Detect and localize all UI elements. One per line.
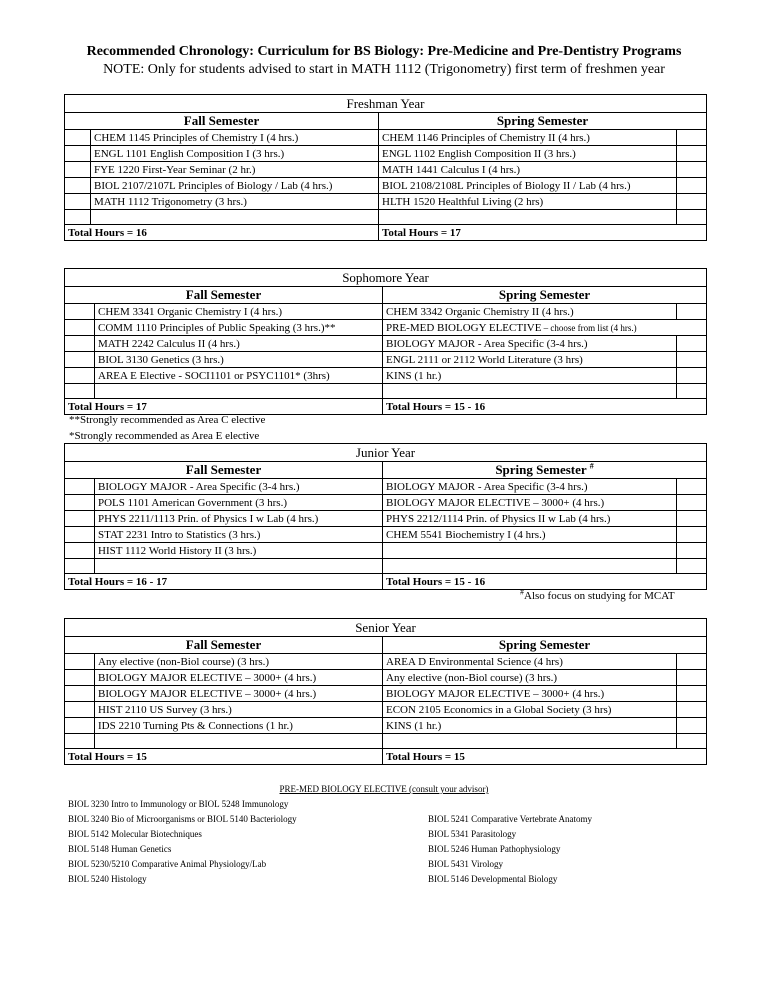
course-row <box>65 146 707 162</box>
elective-list-title: PRE-MED BIOLOGY ELECTIVE (consult your advisor) <box>279 784 489 794</box>
footnote-text: Also focus on studying for MCAT <box>524 590 675 602</box>
junior-table <box>64 443 707 590</box>
fall-course: HIST 1112 World History II (3 hrs.) <box>95 543 383 559</box>
course-row <box>65 368 707 384</box>
elective-item: BIOL 5142 Molecular Biotechniques <box>68 829 202 839</box>
spring-header <box>383 462 707 479</box>
spring-course: AREA D Environmental Science (4 hrs) <box>383 654 677 670</box>
course-row <box>65 654 707 670</box>
year-title: Junior Year <box>65 444 707 462</box>
fall-course: FYE 1220 First-Year Seminar (2 hr.) <box>91 162 379 178</box>
year-title: Senior Year <box>65 619 707 637</box>
freshman-table <box>64 94 707 241</box>
spring-course: KINS (1 hr.) <box>383 368 677 384</box>
elective-item: BIOL 5146 Developmental Biology <box>428 874 558 884</box>
course-row <box>65 479 707 495</box>
spring-total: Total Hours = 15 - 16 <box>383 399 707 415</box>
spring-course: KINS (1 hr.) <box>383 718 677 734</box>
fall-course: BIOLOGY MAJOR - Area Specific (3-4 hrs.) <box>95 479 383 495</box>
elective-item: BIOL 5240 Histology <box>68 874 147 884</box>
footnote-mark: # <box>520 587 524 597</box>
senior-table <box>64 618 707 765</box>
fall-course: IDS 2210 Turning Pts & Connections (1 hr.) <box>95 718 383 734</box>
fall-course: HIST 2110 US Survey (3 hrs.) <box>95 702 383 718</box>
spring-header: Spring Semester <box>383 287 707 304</box>
year-title: Sophomore Year <box>65 269 707 287</box>
elective-item: BIOL 5241 Comparative Vertebrate Anatomy <box>428 814 592 824</box>
spring-footnote-mark: # <box>589 461 594 471</box>
course-row <box>65 543 707 559</box>
fall-course: MATH 1112 Trigonometry (3 hrs.) <box>91 194 379 210</box>
spring-header: Spring Semester <box>379 113 707 130</box>
fall-total: Total Hours = 17 <box>65 399 383 415</box>
course-row <box>65 320 707 336</box>
spring-total: Total Hours = 15 - 16 <box>383 574 707 590</box>
elective-item: BIOL 3230 Intro to Immunology or BIOL 5248 Immunology <box>68 799 289 809</box>
page-title: Recommended Chronology: Curriculum for BS Biology: Pre-Medicine and Pre-Dentistry Programs <box>86 44 682 59</box>
sophomore-table <box>64 268 707 415</box>
elective-item: BIOL 5341 Parasitology <box>428 829 517 839</box>
elective-item: BIOL 5246 Human Pathophysiology <box>428 844 561 854</box>
course-row <box>65 511 707 527</box>
spring-course: CHEM 3342 Organic Chemistry II (4 hrs.) <box>383 304 677 320</box>
fall-course: Any elective (non-Biol course) (3 hrs.) <box>95 654 383 670</box>
spring-course: ENGL 2111 or 2112 World Literature (3 hrs) <box>383 352 677 368</box>
course-row <box>65 130 707 146</box>
fall-course: MATH 2242 Calculus II (4 hrs.) <box>95 336 383 352</box>
elective-note: – choose from list (4 hrs.) <box>541 322 637 333</box>
fall-course: BIOL 3130 Genetics (3 hrs.) <box>95 352 383 368</box>
spring-header: Spring Semester <box>383 637 707 654</box>
spring-course <box>383 543 677 559</box>
course-row <box>65 352 707 368</box>
fall-total: Total Hours = 16 - 17 <box>65 574 383 590</box>
fall-course: BIOLOGY MAJOR ELECTIVE – 3000+ (4 hrs.) <box>95 670 383 686</box>
course-row <box>65 162 707 178</box>
footnote-mcat <box>520 587 675 602</box>
course-row <box>65 194 707 210</box>
course-row <box>65 304 707 320</box>
spring-course <box>383 320 707 336</box>
elective-label: PRE-MED BIOLOGY ELECTIVE <box>386 321 542 334</box>
fall-header: Fall Semester <box>65 287 383 304</box>
fall-course: ENGL 1101 English Composition I (3 hrs.) <box>91 146 379 162</box>
course-row <box>65 495 707 511</box>
spring-course: BIOLOGY MAJOR ELECTIVE – 3000+ (4 hrs.) <box>383 495 677 511</box>
spring-total: Total Hours = 17 <box>379 225 707 241</box>
fall-course: POLS 1101 American Government (3 hrs.) <box>95 495 383 511</box>
spring-label: Spring Semester <box>495 462 587 477</box>
course-row <box>65 178 707 194</box>
elective-item: BIOL 5230/5210 Comparative Animal Physiology/Lab <box>68 859 267 869</box>
footnote-area-c: **Strongly recommended as Area C elective <box>69 414 266 426</box>
course-row <box>65 670 707 686</box>
spring-course: CHEM 1146 Principles of Chemistry II (4 hrs.) <box>379 130 677 146</box>
spring-course: BIOLOGY MAJOR - Area Specific (3-4 hrs.) <box>383 479 677 495</box>
course-row <box>65 718 707 734</box>
fall-header: Fall Semester <box>65 462 383 479</box>
page-note: NOTE: Only for students advised to start in MATH 1112 (Trigonometry) first term of freshmen year <box>103 62 665 77</box>
spring-course: PHYS 2212/1114 Prin. of Physics II w Lab (4 hrs.) <box>383 511 677 527</box>
fall-course: BIOL 2107/2107L Principles of Biology / Lab (4 hrs.) <box>91 178 379 194</box>
fall-course: COMM 1110 Principles of Public Speaking (3 hrs.)** <box>95 320 383 336</box>
fall-total: Total Hours = 16 <box>65 225 379 241</box>
spring-course: ENGL 1102 English Composition II (3 hrs.) <box>379 146 677 162</box>
fall-course: CHEM 1145 Principles of Chemistry I (4 hrs.) <box>91 130 379 146</box>
spring-course: Any elective (non-Biol course) (3 hrs.) <box>383 670 677 686</box>
spring-course: CHEM 5541 Biochemistry I (4 hrs.) <box>383 527 677 543</box>
spring-course: ECON 2105 Economics in a Global Society (3 hrs) <box>383 702 677 718</box>
course-row <box>65 702 707 718</box>
elective-item: BIOL 3240 Bio of Microorganisms or BIOL 5140 Bacteriology <box>68 814 297 824</box>
spring-course: BIOL 2108/2108L Principles of Biology II / Lab (4 hrs.) <box>379 178 677 194</box>
elective-item: BIOL 5148 Human Genetics <box>68 844 172 854</box>
course-row <box>65 686 707 702</box>
fall-header: Fall Semester <box>65 113 379 130</box>
fall-course: CHEM 3341 Organic Chemistry I (4 hrs.) <box>95 304 383 320</box>
fall-course: PHYS 2211/1113 Prin. of Physics I w Lab (4 hrs.) <box>95 511 383 527</box>
fall-total: Total Hours = 15 <box>65 749 383 765</box>
fall-course: AREA E Elective - SOCI1101 or PSYC1101* (3hrs) <box>95 368 383 384</box>
elective-item: BIOL 5431 Virology <box>428 859 503 869</box>
spring-course: HLTH 1520 Healthful Living (2 hrs) <box>379 194 677 210</box>
year-title: Freshman Year <box>65 95 707 113</box>
fall-header: Fall Semester <box>65 637 383 654</box>
spring-total: Total Hours = 15 <box>383 749 707 765</box>
spring-course: MATH 1441 Calculus I (4 hrs.) <box>379 162 677 178</box>
footnote-area-e: *Strongly recommended as Area E elective <box>69 430 260 442</box>
spring-course: BIOLOGY MAJOR - Area Specific (3-4 hrs.) <box>383 336 677 352</box>
fall-course: STAT 2231 Intro to Statistics (3 hrs.) <box>95 527 383 543</box>
course-row <box>65 336 707 352</box>
fall-course: BIOLOGY MAJOR ELECTIVE – 3000+ (4 hrs.) <box>95 686 383 702</box>
course-row <box>65 527 707 543</box>
spring-course: BIOLOGY MAJOR ELECTIVE – 3000+ (4 hrs.) <box>383 686 677 702</box>
